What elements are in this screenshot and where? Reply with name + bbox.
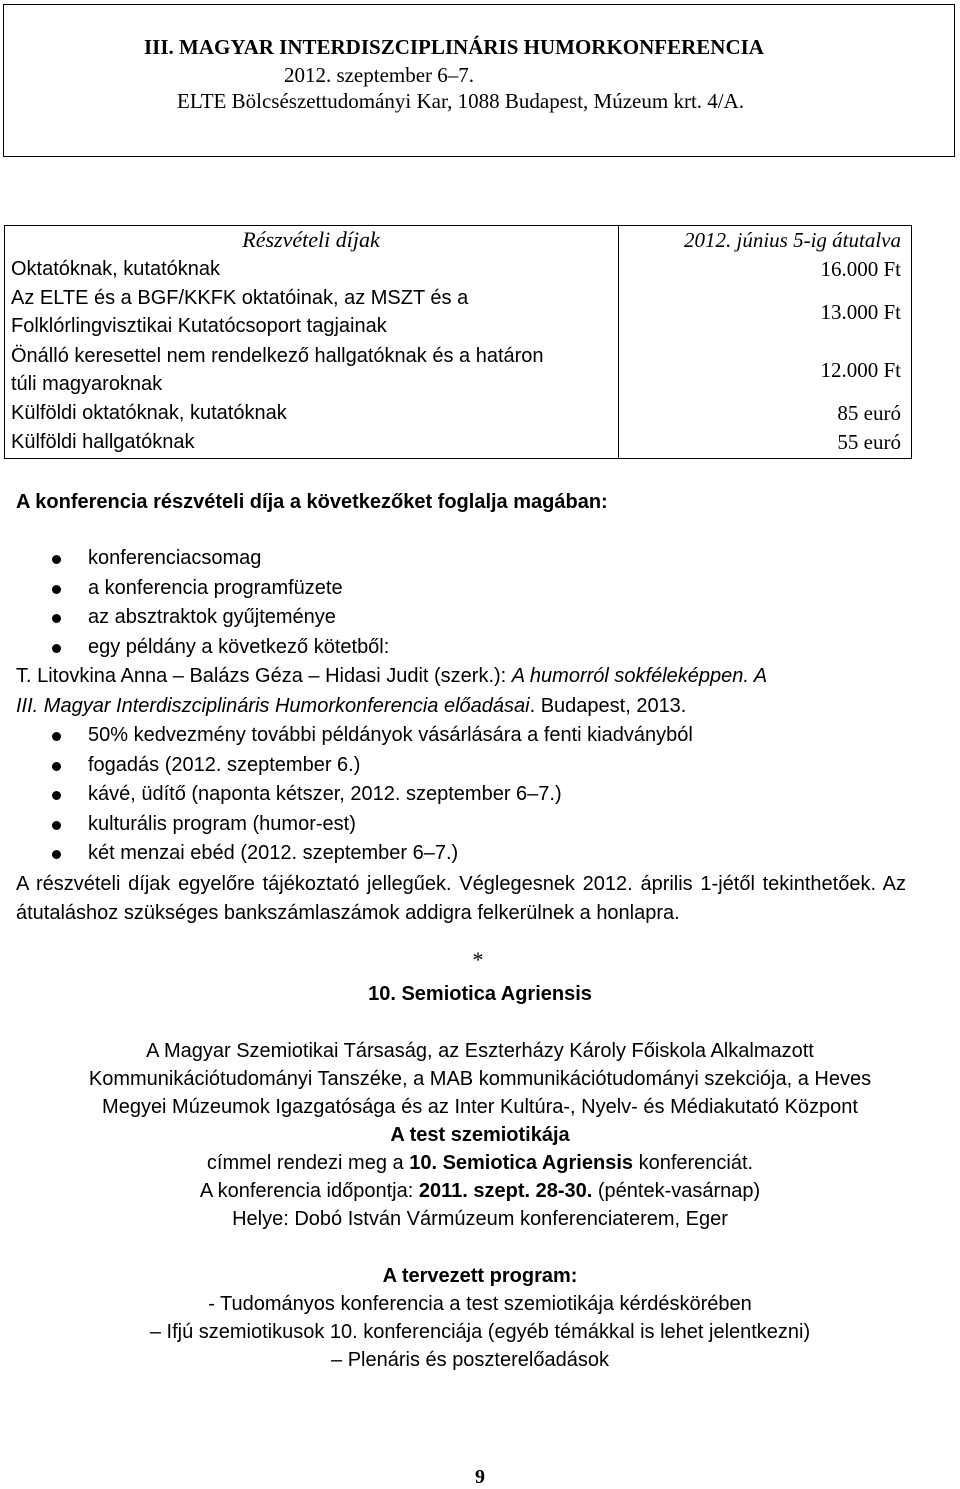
semiotica-org-line: A Magyar Szemiotikai Társaság, az Eszterházy Károly Főiskola Alkalmazott [146, 1040, 814, 1062]
fee-amount: 16.000 Ft [820, 257, 901, 281]
bullet-icon [52, 732, 61, 741]
fee-amount: 13.000 Ft [820, 300, 901, 324]
list-item-text: konferenciacsomag [88, 547, 262, 569]
includes-list [16, 544, 926, 869]
bullet-icon [52, 644, 61, 653]
list-item-text: az absztraktok gyűjteménye [88, 606, 336, 628]
fee-label: Az ELTE és a BGF/KKFK oktatóinak, az MSZT és a [11, 287, 469, 309]
semiotica-time [0, 1177, 960, 1205]
semiotica-title: 10. Semiotica Agriensis [368, 983, 592, 1005]
time-days: (péntek-vasárnap) [592, 1180, 761, 1202]
semiotica-org-line: Megyei Múzeumok Igazgatósága és az Inter Kultúra-, Nyelv- és Médiakutató Központ [102, 1096, 858, 1118]
list-item [16, 751, 926, 781]
list-item [16, 839, 926, 869]
book-title-part-2: III. Magyar Interdiszciplináris Humorkonferencia előadásai [16, 694, 530, 717]
list-item-text: kávé, üdítő (naponta kétszer, 2012. szeptember 6–7.) [88, 783, 562, 805]
time-label: A konferencia időpontja: [199, 1180, 419, 1202]
list-item [16, 721, 926, 751]
fees-table [4, 225, 912, 459]
time-dates: 2011. szept. 28-30. [418, 1180, 593, 1202]
bullet-icon [52, 850, 61, 859]
book-title-part-1: A humorról sokféleképpen. A [511, 665, 768, 687]
fee-amount: 12.000 Ft [820, 358, 901, 382]
fee-amount: 85 euró [837, 401, 901, 425]
list-item-text: a konferencia programfüzete [88, 576, 343, 599]
bullet-icon [52, 762, 61, 771]
bullet-icon [52, 585, 61, 594]
invite-text: címmel rendezi meg a [206, 1152, 410, 1174]
conference-title: III. MAGYAR INTERDISZCIPLINÁRIS HUMORKONFERENCIA [144, 35, 764, 59]
program-item: - Tudományos konferencia a test szemiotikája kérdéskörében [208, 1293, 752, 1315]
semiotica-topic: A test szemiotikája [390, 1124, 570, 1146]
list-item [16, 574, 926, 604]
list-item-text: egy példány a következő kötetből: [88, 635, 390, 658]
bullet-icon [52, 821, 61, 830]
fees-deadline: 2012. június 5-ig átutalva [684, 228, 901, 252]
list-item [16, 780, 926, 810]
program-heading: A tervezett program: [382, 1265, 578, 1287]
semiotica-org-line: Kommunikációtudományi Tanszéke, a MAB kommunikációtudományi szekciója, a Heves [88, 1068, 872, 1090]
conference-venue: ELTE Bölcsészettudományi Kar, 1088 Budapest, Múzeum krt. 4/A. [177, 89, 745, 113]
page-number: 9 [475, 1466, 485, 1488]
conference-header-box [3, 4, 955, 157]
list-item [16, 810, 926, 840]
semiotica-place: Helye: Dobó István Vármúzeum konferenciaterem, Eger [232, 1208, 728, 1230]
list-item-text: 50% kedvezmény további példányok vásárlására a fenti kiadványból [88, 724, 693, 746]
list-item-text: két menzai ebéd (2012. szeptember 6–7.) [88, 842, 459, 864]
section-separator: * [472, 947, 484, 972]
invite-text: konferenciát. [633, 1152, 754, 1174]
fee-label: Külföldi oktatóknak, kutatóknak [11, 402, 287, 424]
invite-conference-name: 10. Semiotica Agriensis [409, 1152, 634, 1174]
fees-heading: Részvételi díjak [242, 227, 380, 252]
list-item [16, 603, 926, 633]
list-item [16, 544, 926, 574]
list-item [16, 633, 926, 663]
fee-label: Folklórlingvisztikai Kutatócsoport tagjainak [11, 315, 387, 337]
fee-label: Önálló keresettel nem rendelkező hallgatóknak és a határon [11, 345, 544, 367]
program-item: – Plenáris és poszterelőadások [331, 1349, 609, 1371]
bullet-icon [52, 791, 61, 800]
book-authors: T. Litovkina Anna – Balázs Géza – Hidasi Judit (szerk.): [16, 665, 512, 687]
list-item-text: fogadás (2012. szeptember 6.) [88, 753, 361, 776]
semiotica-invite [0, 1149, 960, 1177]
bullet-icon [52, 555, 61, 564]
fee-label: túli magyaroknak [11, 373, 163, 395]
fee-amount: 55 euró [837, 430, 901, 454]
list-item-text: kulturális program (humor-est) [88, 812, 356, 835]
fee-label: Külföldi hallgatóknak [11, 431, 195, 453]
program-item: – Ifjú szemiotikusok 10. konferenciája (egyéb témákkal is lehet jelentkezni) [149, 1321, 811, 1343]
fees-note: A részvételi díjak egyelőre tájékoztató jellegűek. Véglegesnek 2012. április 1-jétől tekinthetőek. Az átutaláshoz szükséges bankszámlaszámok addigra felkerülnek a honlapra. [16, 873, 906, 924]
bullet-icon [52, 614, 61, 623]
book-reference [16, 662, 926, 721]
includes-heading: A konferencia részvételi díja a következőket foglalja magában: [16, 491, 608, 513]
book-publication: . Budapest, 2013. [529, 694, 687, 717]
conference-date: 2012. szeptember 6–7. [283, 63, 475, 87]
fee-label: Oktatóknak, kutatóknak [11, 258, 221, 280]
